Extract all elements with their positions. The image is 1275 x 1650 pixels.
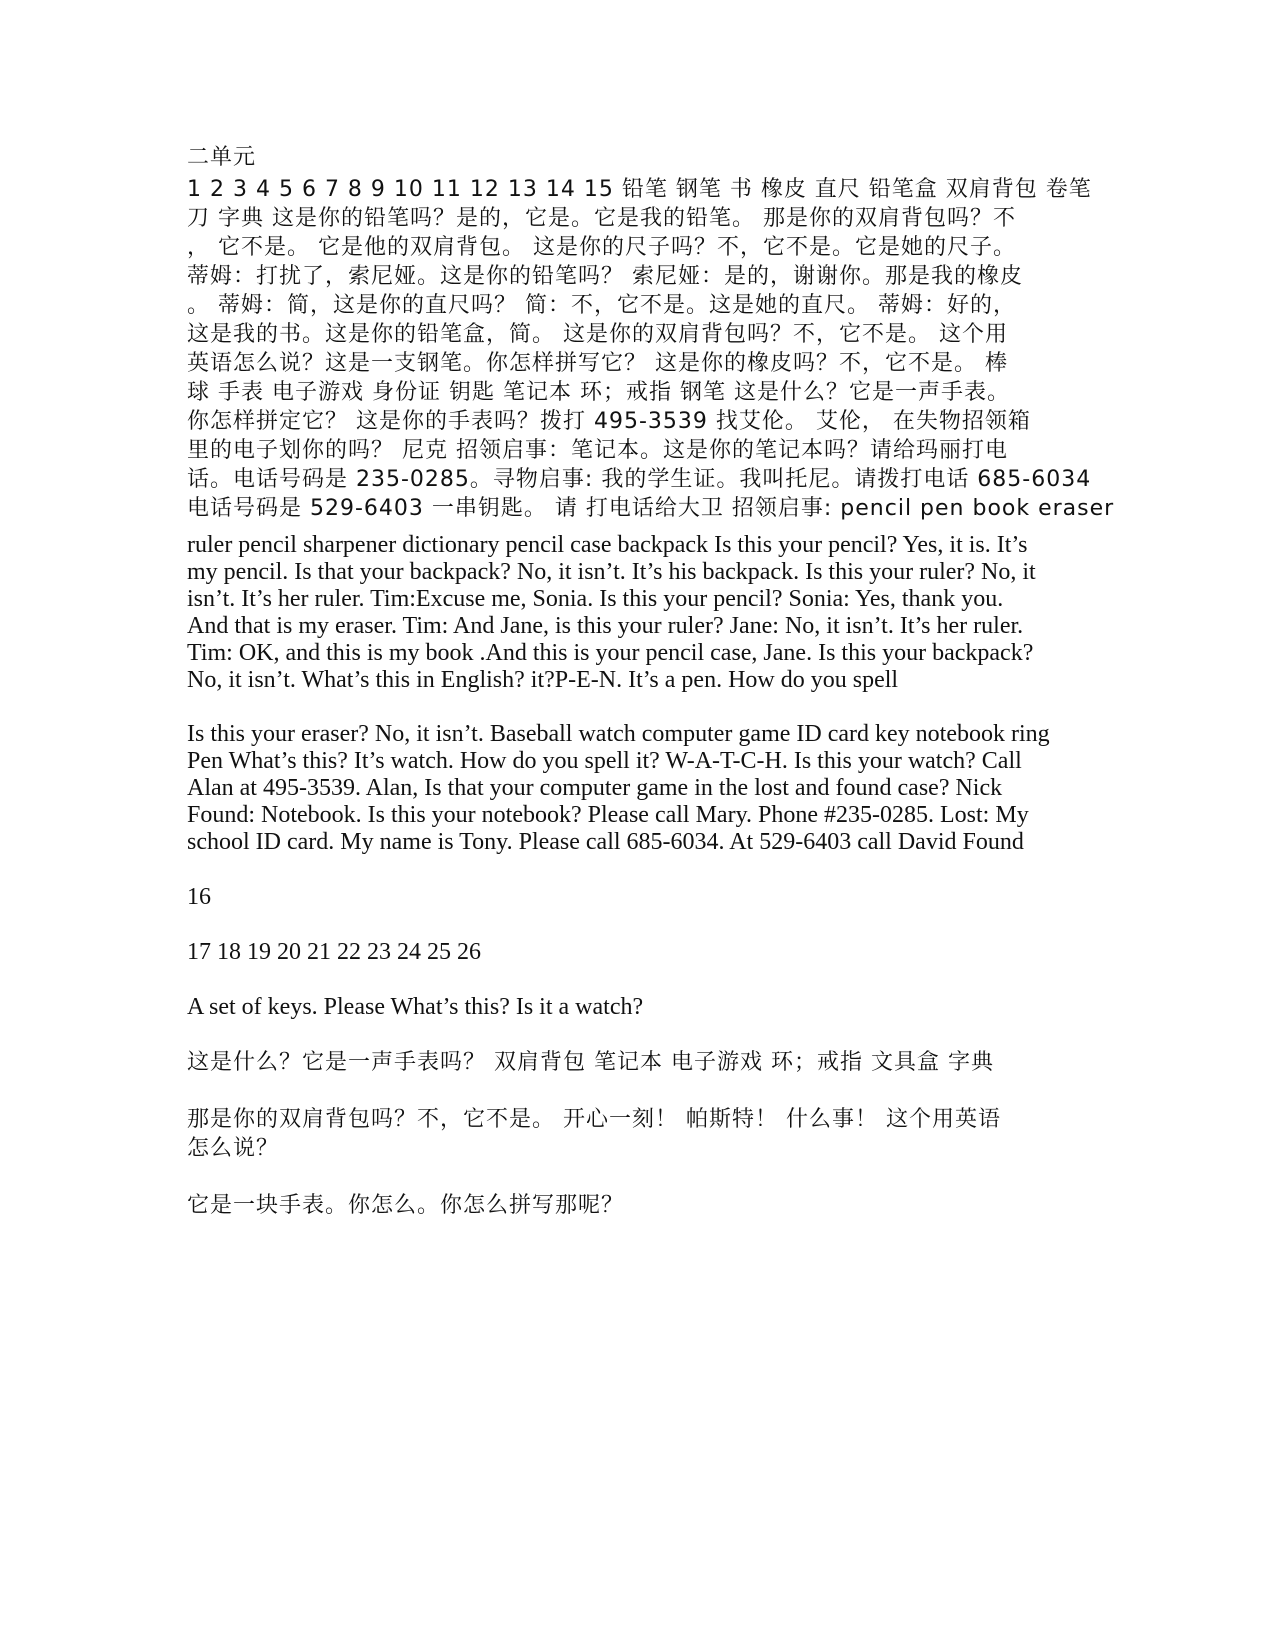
text-line-7: 英语怎么说？这是一支钢笔。你怎样拼写它？ 这是你的橡皮吗？不，它不是。 棒	[187, 351, 1008, 376]
text-line-13: ruler pencil sharpener dictionary pencil case backpack Is this your pencil? Yes, it is. It’s	[187, 532, 1028, 558]
text-line-24: 16	[187, 884, 211, 910]
text-line-18: No, it isn’t. What’s this in English? it?P-E-N. It’s a pen. How do you spell	[187, 667, 899, 693]
text-line-23: school ID card. My name is Tony. Please call 685-6034. At 529-6403 call David Found	[187, 829, 1024, 855]
text-line-21: Alan at 495-3539. Alan, Is that your computer game in the lost and found case? Nick	[187, 775, 1003, 801]
text-line-15: isn’t. It’s her ruler. Tim:Excuse me, Sonia. Is this your pencil? Sonia: Yes, thank you.	[187, 586, 1004, 612]
text-line-3: ， 它不是。 它是他的双肩背包。 这是你的尺子吗？不，它不是。它是她的尺子。	[187, 235, 1016, 260]
text-line-29: 怎么说？	[187, 1136, 280, 1161]
text-line-30: 它是一块手表。你怎么。你怎么拼写那呢？	[187, 1193, 625, 1218]
text-line-22: Found: Notebook. Is this your notebook? Please call Mary. Phone #235-0285. Lost: My	[187, 802, 1029, 828]
text-line-4: 蒂姆：打扰了，索尼娅。这是你的铅笔吗？ 索尼娅：是的，谢谢你。那是我的橡皮	[187, 264, 1023, 289]
text-line-8: 球 手表 电子游戏 身份证 钥匙 笔记本 环；戒指 钢笔 这是什么？它是一声手表。	[187, 380, 1010, 405]
text-line-11: 话。电话号码是 235-0285。寻物启事: 我的学生证。我叫托尼。请拨打电话 685-6034	[187, 467, 1092, 492]
text-line-10: 里的电子划你的吗？ 尼克 招领启事：笔记本。这是你的笔记本吗？请给玛丽打电	[187, 438, 1008, 463]
text-line-20: Pen What’s this? It’s watch. How do you spell it? W-A-T-C-H. Is this your watch? Call	[187, 748, 1022, 774]
text-line-28: 那是你的双肩背包吗？不，它不是。 开心一刻！ 帕斯特！ 什么事！ 这个用英语	[187, 1107, 1001, 1132]
text-line-17: Tim: OK, and this is my book .And this is your pencil case, Jane. Is this your backpack?	[187, 640, 1034, 666]
text-line-16: And that is my eraser. Tim: And Jane, is this your ruler? Jane: No, it isn’t. It’s her ruler.	[187, 613, 1024, 639]
text-line-25: 17 18 19 20 21 22 23 24 25 26	[187, 939, 481, 965]
text-line-27: 这是什么？它是一声手表吗？ 双肩背包 笔记本 电子游戏 环；戒指 文具盒 字典	[187, 1050, 994, 1075]
text-line-1: 1 2 3 4 5 6 7 8 9 10 11 12 13 14 15 铅笔 钢笔 书 橡皮 直尺 铅笔盒 双肩背包 卷笔	[187, 177, 1092, 202]
text-line-19: Is this your eraser? No, it isn’t. Baseball watch computer game ID card key notebook ring	[187, 721, 1050, 747]
text-line-2: 刀 字典 这是你的铅笔吗？是的，它是。它是我的铅笔。 那是你的双肩背包吗？不	[187, 206, 1016, 231]
text-line-5: 。 蒂姆：简，这是你的直尺吗？ 简：不，它不是。这是她的直尺。 蒂姆：好的，	[187, 293, 1016, 318]
text-line-6: 这是我的书。这是你的铅笔盒，简。 这是你的双肩背包吗？不，它不是。 这个用	[187, 322, 1008, 347]
document-heading: 二单元	[187, 145, 257, 170]
text-line-26: A set of keys. Please What’s this? Is it a watch?	[187, 994, 644, 1020]
text-line-12: 电话号码是 529-6403 一串钥匙。 请 打电话给大卫 招领启事: pencil pen book eraser	[187, 496, 1115, 521]
text-line-9: 你怎样拼定它？ 这是你的手表吗？拨打 495-3539 找艾伦。 艾伦， 在失物招领箱	[187, 409, 1031, 434]
text-line-14: my pencil. Is that your backpack? No, it isn’t. It’s his backpack. Is this your ruler? No, it	[187, 559, 1036, 585]
